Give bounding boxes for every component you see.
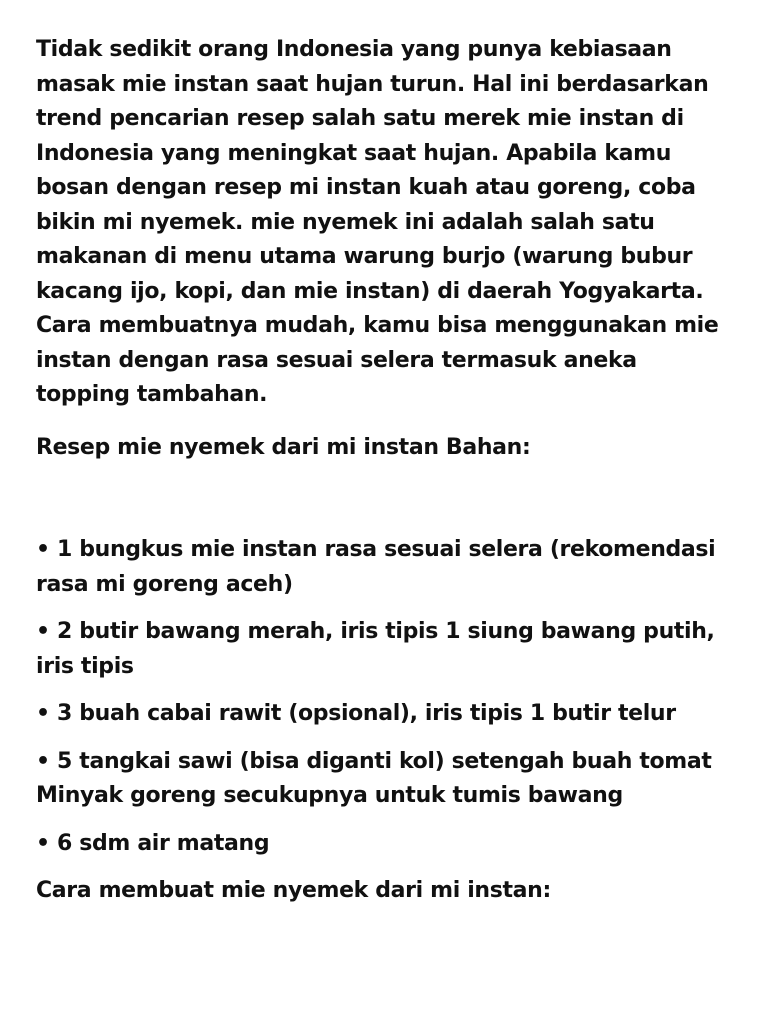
ingredient-item: • 3 buah cabai rawit (opsional), iris tipis 1 butir telur <box>36 701 676 726</box>
ingredient-item: • 6 sdm air matang <box>36 830 270 856</box>
ingredients-heading: Resep mie nyemek dari mi instan Bahan: <box>36 434 531 460</box>
ingredients-list <box>36 533 736 861</box>
document-page <box>36 33 736 909</box>
intro-paragraph: Tidak sedikit orang Indonesia yang punya kebiasaan masak mie instan saat hujan turun. Hal ini berdasarkan trend pencarian resep salah satu merek mie instan di Indonesia yang meningkat saat hujan. Apabila kamu bosan dengan resep mi instan kuah atau goreng, coba bikin mi nyemek. mie nyemek ini adalah salah satu makanan di menu utama warung burjo (warung bubur kacang ijo, kopi, dan mie instan) di daerah Yogyakarta. Cara membuatnya mudah, kamu bisa menggunakan mie instan dengan rasa sesuai selera termasuk aneka topping tambahan. <box>36 37 719 407</box>
ingredient-item: • 1 bungkus mie instan rasa sesuai selera (rekomendasi rasa mi goreng aceh) <box>36 537 716 597</box>
method-heading: Cara membuat mie nyemek dari mi instan: <box>36 878 551 903</box>
ingredient-item: • 5 tangkai sawi (bisa diganti kol) setengah buah tomat Minyak goreng secukupnya untuk tumis bawang <box>36 748 712 808</box>
ingredient-item: • 2 butir bawang merah, iris tipis 1 siung bawang putih, iris tipis <box>36 619 715 679</box>
